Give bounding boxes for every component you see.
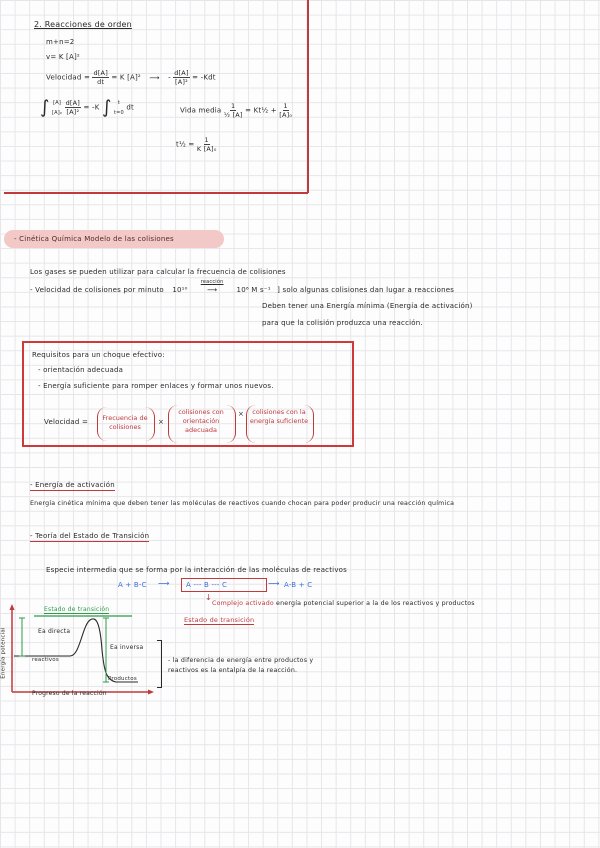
intro-line-2: - Velocidad de colisiones por minuto 10¹⁰ reacción ⟶ 10⁶ M s⁻¹ ] solo algunas colisiones dan lugar a reacciones: [30, 279, 455, 294]
intro-line-3: Deben tener una Energía mínima (Energía de activación): [262, 302, 473, 310]
y-axis-arrow-icon: [10, 604, 15, 610]
activated-complex: A --- B --- C: [186, 581, 228, 589]
integral-equation: ∫ [A] [A]₀ $\frac{d[A]}{\text{[A]²}}$ = -K ∫ t t=0 dt: [40, 97, 134, 118]
t-half-equation: t½ = $\frac{1}{\text{K [A]₀}}$: [176, 136, 217, 153]
velocity-fraction: $\frac{d[A]}{dt}$: [93, 69, 108, 86]
products-label: Productos: [108, 676, 137, 682]
ea-reverse-label: Ea inversa: [110, 644, 144, 651]
arrow-right-icon: ⟶: [158, 579, 170, 588]
x-axis-arrow-icon: [148, 690, 154, 695]
velocity-label: Velocidad =: [46, 73, 91, 82]
velocity-rhs: = K [A]²: [111, 73, 141, 82]
transition-state-label: Estado de transición: [184, 616, 255, 624]
section-header-text: - Cinética Química Modelo de las colisiones: [14, 235, 174, 243]
rate-law: v= K [A]²: [46, 53, 80, 61]
enthalpy-bracket: [157, 640, 162, 688]
products-formula: A-B + C: [284, 581, 313, 589]
integral-fraction: $\frac{d[A]}{\text{[A]²}}$: [65, 99, 81, 116]
integral-icon-2: ∫: [101, 97, 112, 118]
arrow-right-icon: ⟶: [149, 73, 160, 82]
complex-desc: energía potencial superior a la de los reactivos y productos: [276, 600, 475, 607]
reactants-label: reactivos: [32, 657, 59, 663]
section-title: 2. Reacciones de orden: [34, 20, 132, 29]
arrow-down-icon: ↓: [205, 593, 212, 602]
diagram-top-label: Estado de transición: [44, 606, 110, 613]
factor-2: colisiones con orientación adecuada: [178, 408, 224, 434]
times-1: ×: [158, 418, 165, 426]
section-bottom-rule: [4, 192, 308, 194]
integral-icon: ∫: [40, 97, 50, 118]
intro-line-1: Los gases se pueden utilizar para calcular la frecuencia de colisiones: [30, 268, 286, 276]
rearranged-fraction: $\frac{d[A]}{\text{[A]²}}$: [174, 69, 189, 86]
activation-text: Energía cinética mínima que deben tener las moléculas de reactivos cuando chocan para poder producir una reacción química: [30, 500, 455, 507]
rearranged-rhs: = -Kdt: [192, 73, 216, 82]
x-axis-label: Progreso de la reacción: [32, 690, 107, 697]
times-2: ×: [238, 410, 245, 418]
velocity-label-2: Velocidad =: [44, 418, 89, 426]
factor-1: Frecuencia de colisiones: [102, 414, 148, 431]
y-axis-label: Energía potencial: [0, 627, 7, 679]
requirement-item-2: - Energía suficiente para romper enlaces y formar unos nuevos.: [38, 382, 274, 390]
complex-label: Complejo activado: [212, 600, 274, 607]
activation-title: - Energía de activación: [30, 481, 115, 489]
factor-3: colisiones con la energía suficiente: [249, 408, 309, 425]
order-text: m+n=2: [46, 38, 75, 46]
reactants-formula: A + B-C: [118, 581, 147, 589]
half-life-equation: Vida media $\frac{1}{\text{½ [A]}}$ = Kt½ + $\frac{1}{\text{[A]₀}}$: [180, 102, 293, 119]
requirement-item-1: - orientación adecuada: [38, 366, 124, 374]
requirements-title: Requisitos para un choque efectivo:: [32, 351, 165, 359]
arrow-right-icon: ⟶: [268, 579, 280, 588]
ea-direct-label: Ea directa: [38, 628, 71, 635]
transition-text: Especie intermedia que se forma por la interacción de las moléculas de reactivos: [46, 566, 347, 574]
enthalpy-note: - la diferencia de energía entre productos y reactivos es la entalpía de la reacción.: [168, 657, 314, 674]
intro-line-4: para que la colisión produzca una reacción.: [262, 319, 423, 327]
section-right-rule: [307, 0, 309, 193]
transition-title: - Teoría del Estado de Transición: [30, 532, 150, 540]
velocity-equation: Velocidad = $\frac{d[A]}{dt}$ = K [A]² ⟶ - $\frac{d[A]}{\text{[A]²}}$ = -Kdt: [46, 69, 216, 86]
